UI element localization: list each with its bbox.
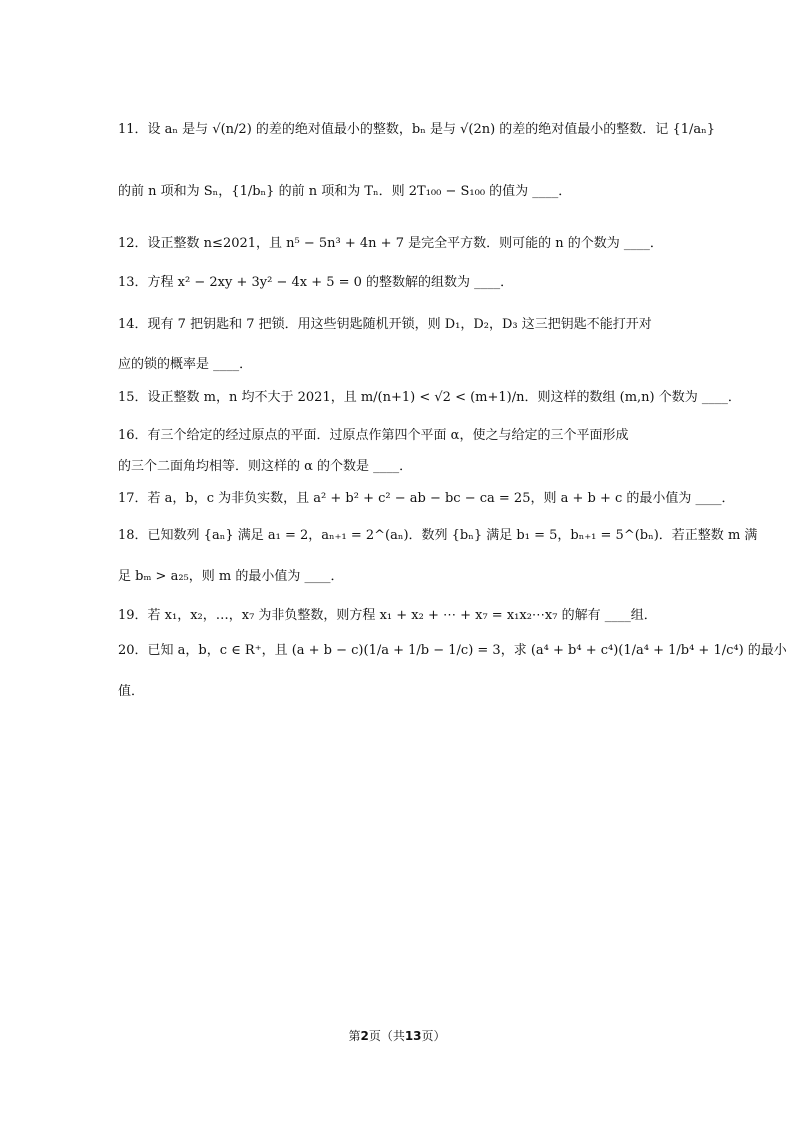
problem-12-line-1: 12．设正整数 n≤2021，且 n⁵ − 5n³ + 4n + 7 是完全平方数．则可能的 n 的个数为 ____． (118, 236, 663, 251)
problem-15-line-1: 15．设正整数 m，n 均不大于 2021，且 m/(n+1) < √2 < (m+1)/n．则这样的数组 (m,n) 个数为 ____． (118, 390, 741, 405)
problem-14-line-2: 应的锁的概率是 ____． (118, 357, 253, 372)
problem-18-line-2: 足 bₘ > a₂₅，则 m 的最小值为 ____． (118, 569, 344, 584)
footer-total-pages: 13 (404, 1029, 422, 1043)
page-footer (0, 1027, 794, 1044)
footer-page-number: 2 (360, 1029, 369, 1043)
problem-18-line-1: 18．已知数列 {aₙ} 满足 a₁ = 2，aₙ₊₁ = 2^(aₙ)．数列 {bₙ} 满足 b₁ = 5，bₙ₊₁ = 5^(bₙ)．若正整数 m 满 (118, 528, 758, 543)
problem-11-line-2: 的前 n 项和为 Sₙ，{1/bₙ} 的前 n 项和为 Tₙ．则 2T₁₀₀ − S₁₀₀ 的值为 ____． (118, 184, 572, 199)
problem-20-line-1: 20．已知 a，b，c ∈ R⁺，且 (a + b − c)(1/a + 1/b − 1/c) = 3，求 (a⁴ + b⁴ + c⁴)(1/a⁴ + 1/b⁴ + 1/c⁴) 的最小 (118, 643, 787, 658)
problem-17-line-1: 17．若 a，b，c 为非负实数，且 a² + b² + c² − ab − bc − ca = 25，则 a + b + c 的最小值为 ____． (118, 491, 735, 506)
problem-11-line-1: 11．设 aₙ 是与 √(n/2) 的差的绝对值最小的整数，bₙ 是与 √(2n) 的差的绝对值最小的整数．记 {1/aₙ} (118, 122, 716, 137)
problem-16-line-1: 16．有三个给定的经过原点的平面．过原点作第四个平面 α，使之与给定的三个平面形成 (118, 428, 629, 443)
footer-middle: 页（共 (368, 1029, 405, 1043)
problem-14-line-1: 14．现有 7 把钥匙和 7 把锁．用这些钥匙随机开锁，则 D₁，D₂，D₃ 这三把钥匙不能打开对 (118, 317, 652, 332)
footer-prefix: 第 (348, 1029, 361, 1043)
footer-suffix: 页） (421, 1029, 446, 1043)
problem-20-line-2: 值． (118, 684, 145, 699)
problem-19-line-1: 19．若 x₁，x₂，…，x₇ 为非负整数，则方程 x₁ + x₂ + ⋯ + x₇ = x₁x₂⋯x₇ 的解有 ____组． (118, 608, 657, 623)
problem-16-line-2: 的三个二面角均相等．则这样的 α 的个数是 ____． (118, 459, 413, 474)
problem-13-line-1: 13．方程 x² − 2xy + 3y² − 4x + 5 = 0 的整数解的组数为 ____． (118, 275, 514, 290)
